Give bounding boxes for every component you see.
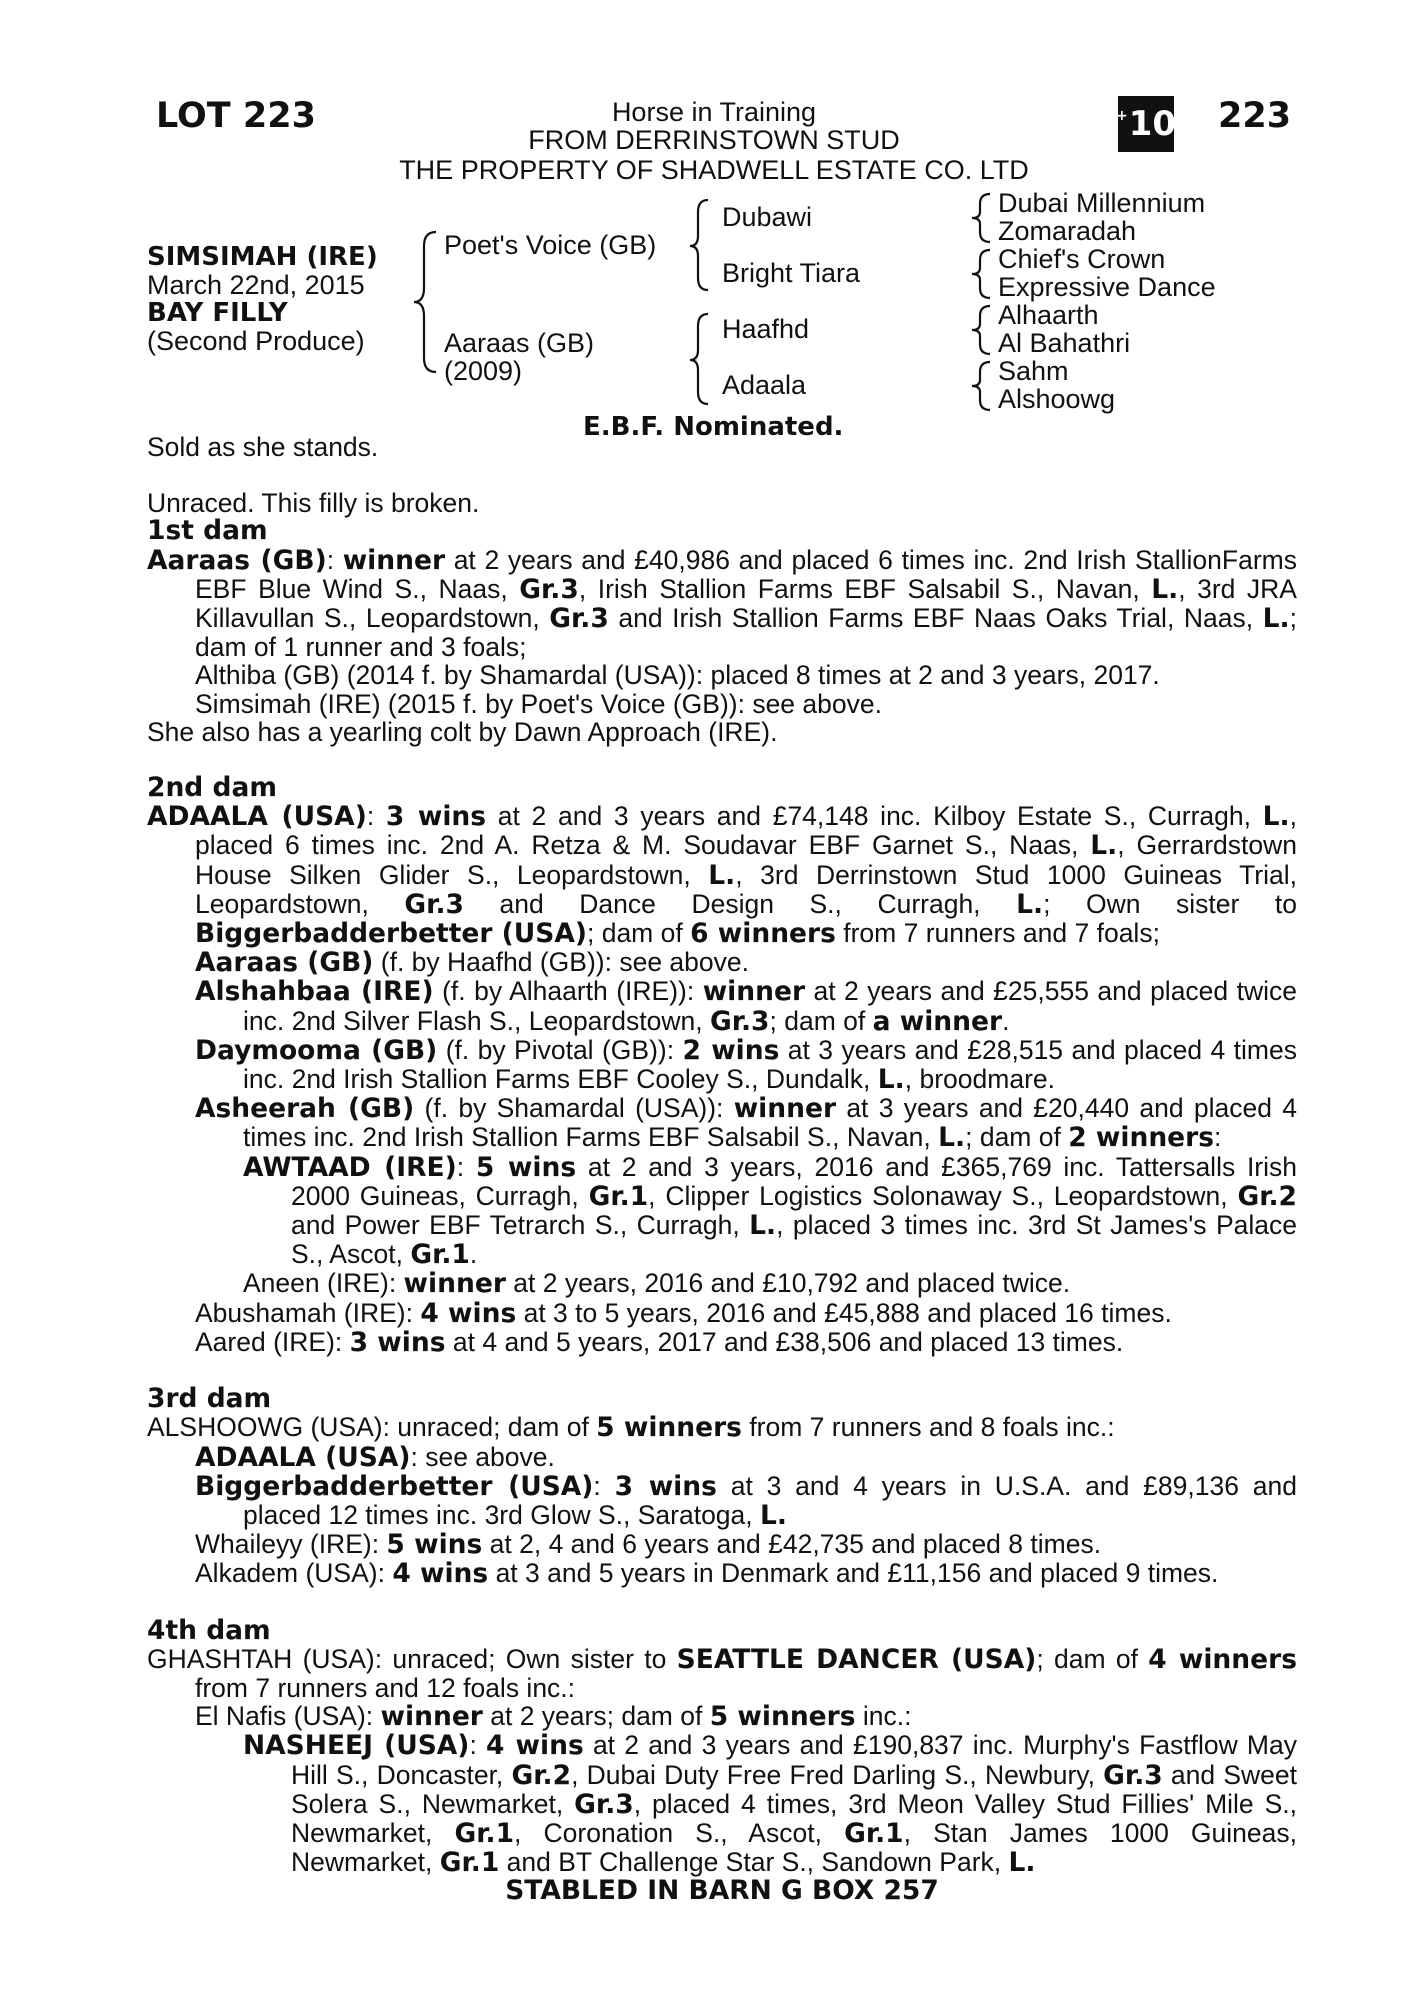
pedigree-gen3-1: Dubai Millennium	[998, 188, 1206, 218]
brace-dubawi	[972, 194, 990, 242]
brace-bright-tiara	[972, 250, 990, 298]
pedigree-sire-sire: Dubawi	[722, 202, 813, 232]
pedigree-gen3-2: Zomaradah	[998, 216, 1137, 246]
horse-produce: (Second Produce)	[147, 326, 365, 356]
stabling-info: STABLED IN BARN G BOX 257	[505, 1875, 939, 1907]
pedigree-sire: Poet's Voice (GB)	[444, 230, 657, 260]
third-dam-progeny-biggerbadderbetter: Biggerbadderbetter (USA): 3 wins at 3 and 4 years in U.S.A. and £89,136 and placed 12 times inc. 3rd Glow S., Saratoga, L.	[195, 1470, 1297, 1531]
second-dam-progeny-aared: Aared (IRE): 3 wins at 4 and 5 years, 2017 and £38,506 and placed 13 times.	[195, 1326, 1124, 1358]
second-dam-progeny-abushamah: Abushamah (IRE): 4 wins at 3 to 5 years, 2016 and £45,888 and placed 16 times.	[195, 1297, 1172, 1329]
fourth-dam-record: GHASHTAH (USA): unraced; Own sister to SEATTLE DANCER (USA); dam of 4 winners from 7 runners and 12 foals inc.:	[147, 1643, 1297, 1703]
third-dam-progeny-adaala: ADAALA (USA): see above.	[195, 1441, 555, 1473]
pedigree-dam-dam: Adaala	[722, 370, 807, 400]
first-dam-progeny-1: Althiba (GB) (2014 f. by Shamardal (USA)): placed 8 times at 2 and 3 years, 2017.	[195, 660, 1160, 691]
pedigree-gen3-5: Alhaarth	[998, 300, 1099, 330]
brace-adaala	[972, 362, 990, 410]
sold-note: Sold as she stands.	[147, 432, 379, 462]
unraced-note: Unraced. This filly is broken.	[147, 488, 480, 519]
pedigree-gen3-7: Sahm	[998, 356, 1069, 386]
pedigree-gen3-4: Expressive Dance	[998, 272, 1216, 302]
horse-dob: March 22nd, 2015	[147, 270, 365, 300]
brace-main	[414, 232, 436, 372]
pedigree-sire-dam: Bright Tiara	[722, 258, 861, 288]
brace-haafhd	[972, 306, 990, 354]
fourth-dam-progeny-nasheej: NASHEEJ (USA): 4 wins at 2 and 3 years and £190,837 inc. Murphy's Fastflow May Hill S., Doncaster, Gr.2, Dubai Duty Free Fred Darling S., Newbury, Gr.3 and Sweet Solera S., Newmarket, Gr.3, placed 4 times, 3rd Meon Valley Stud Fillies' Mile S., Newmarket, Gr.1, Coronation S., Ascot, Gr.1, Stan James 1000 Guineas, Newmarket, Gr.1 and BT Challenge Star S., Sandown Park, L.	[243, 1730, 1298, 1879]
first-dam-progeny-2: Simsimah (IRE) (2015 f. by Poet's Voice (GB)): see above.	[195, 688, 882, 719]
second-dam-progeny-aneen: Aneen (IRE): winner at 2 years, 2016 and £10,792 and placed twice.	[243, 1268, 1071, 1300]
fourth-dam-heading: 4th dam	[147, 1614, 271, 1646]
ebf-nominated: E.B.F. Nominated.	[583, 412, 844, 442]
pedigree-dam: Aaraas (GB)	[444, 328, 595, 358]
pedigree-gen3-3: Chief's Crown	[998, 244, 1166, 274]
third-dam-progeny-alkadem: Alkadem (USA): 4 wins at 3 and 5 years in Denmark and £11,156 and placed 9 times.	[195, 1558, 1219, 1590]
header-line-1: Horse in Training	[611, 97, 817, 127]
second-dam-record: ADAALA (USA): 3 wins at 2 and 3 years and £74,148 inc. Kilboy Estate S., Curragh, L., placed 6 times inc. 2nd A. Retza & M. Soudavar EBF Garnet S., Naas, L., Gerrardstown House Silken Glider S., Leopardstown, L., 3rd Derrinstown Stud 1000 Guineas Trial, Leopardstown, Gr.3 and Dance Design S., Curragh, L.; Own sister to Biggerbadderbetter (USA); dam of 6 winners from 7 runners and 7 foals;	[147, 801, 1297, 950]
first-dam-heading: 1st dam	[147, 515, 268, 547]
brace-dam	[690, 314, 708, 404]
header-line-3: THE PROPERTY OF SHADWELL ESTATE CO. LTD	[399, 155, 1029, 185]
header-line-2: FROM DERRINSTOWN STUD	[528, 125, 900, 155]
pedigree-dam-year: (2009)	[444, 356, 523, 386]
badge-number: 10	[1128, 104, 1177, 144]
horse-name: SIMSIMAH (IRE)	[147, 242, 378, 272]
catalogue-body	[147, 433, 1297, 1906]
lot-label: LOT 223	[156, 96, 316, 136]
third-dam-record: ALSHOOWG (USA): unraced; dam of 5 winners from 7 runners and 8 foals inc.:	[147, 1412, 1115, 1444]
pedigree-gen3-6: Al Bahathri	[998, 328, 1131, 358]
second-dam-progeny-alshahbaa: Alshahbaa (IRE) (f. by Alhaarth (IRE)): winner at 2 years and £25,555 and placed twice inc. 2nd Silver Flash S., Leopardstown, Gr.3; dam of a winner.	[195, 976, 1297, 1037]
pedigree-braces	[0, 0, 1428, 460]
second-dam-progeny-awtaad: AWTAAD (IRE): 5 wins at 2 and 3 years, 2016 and £365,769 inc. Tattersalls Irish 2000 Guineas, Curragh, Gr.1, Clipper Logistics Solonaway S., Leopardstown, Gr.2 and Power EBF Tetrarch S., Curragh, L., placed 3 times inc. 3rd St James's Palace S., Ascot, Gr.1.	[243, 1151, 1298, 1271]
pedigree-dam-sire: Haafhd	[722, 314, 810, 344]
second-dam-progeny-daymooma: Daymooma (GB) (f. by Pivotal (GB)): 2 wins at 3 years and £28,515 and placed 4 times inc. 2nd Irish Stallion Farms EBF Cooley S., Dundalk, L., broodmare.	[195, 1034, 1297, 1096]
second-dam-progeny-aaraas: Aaraas (GB) (f. by Haafhd (GB)): see above.	[195, 947, 749, 979]
brace-sire	[690, 200, 708, 290]
pedigree-gen3-8: Alshoowg	[998, 384, 1116, 414]
fourth-dam-progeny-el-nafis: El Nafis (USA): winner at 2 years; dam of 5 winners inc.:	[195, 1701, 912, 1733]
lot-number: 223	[1218, 96, 1292, 136]
horse-type: BAY FILLY	[147, 298, 288, 328]
third-dam-progeny-whaileyy: Whaileyy (IRE): 5 wins at 2, 4 and 6 years and £42,735 and placed 8 times.	[195, 1529, 1102, 1561]
yearling-note: She also has a yearling colt by Dawn Approach (IRE).	[147, 716, 778, 747]
badge-plus-mark: +	[1115, 108, 1128, 124]
first-dam-record: Aaraas (GB): winner at 2 years and £40,986 and placed 6 times inc. 2nd Irish StallionFarms EBF Blue Wind S., Naas, Gr.3, Irish Stallion Farms EBF Salsabil S., Navan, L., 3rd JRA Killavullan S., Leopardstown, Gr.3 and Irish Stallion Farms EBF Naas Oaks Trial, Naas, L.; dam of 1 runner and 3 foals;	[147, 544, 1297, 663]
third-dam-heading: 3rd dam	[147, 1383, 272, 1415]
second-dam-progeny-asheerah: Asheerah (GB) (f. by Shamardal (USA)): winner at 3 years and £20,440 and placed 4 times inc. 2nd Irish Stallion Farms EBF Salsabil S., Navan, L.; dam of 2 winners:	[195, 1093, 1298, 1154]
second-dam-heading: 2nd dam	[147, 772, 277, 804]
